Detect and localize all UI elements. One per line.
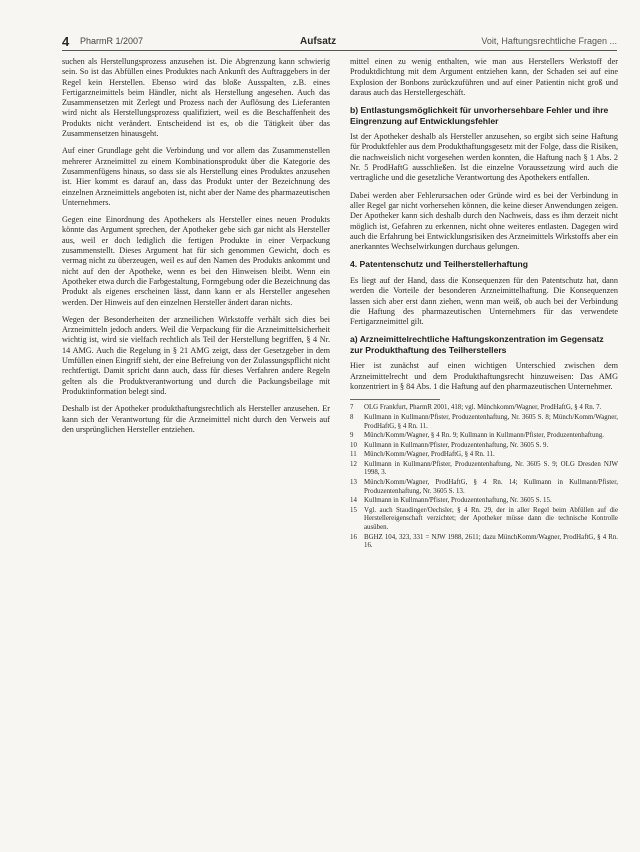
paragraph: Ist der Apotheker deshalb als Hersteller anzusehen, so ergibt sich seine Haftung für Produktfehler aus dem Produkthaftungsgesetz mit der Folge, dass die Risiken, die nachweislich nicht vorgesehen werden konnten, die Haftung nach § 1 Abs. 2 Nr. 5 ProdHaftG ausschließen. Ist die einzelne Voraussetzung wird auch die vertragliche und die gesetzliche Verantwortung des Apothekers entfallen. xyxy=(350,132,618,183)
paragraph: Wegen der Besonderheiten der arzneilichen Wirkstoffe verhält sich dies bei Arzneimitteln jedoch anders. Weil die Verpackung für die Arzneimittelsicherheit wichtig ist, wird sie vielfach rechtlich als Teil der Herstellung begriffen, § 4 Nr. 14 AMG. Auch die Regelung in § 21 AMG zeigt, dass der Gesetzgeber in dem Umfüllen einen Eingriff sieht, der eine Befreiung von der Zulassungspflicht nicht rechtfertigt. Damit spricht dann auch, dass für dieses Verfahren andere Regeln gelten als die Produktverantwortung und durch die Packungsbeilage mit Produktinformation belegt sind. xyxy=(62,314,330,396)
paragraph: suchen als Herstellungsprozess anzusehen ist. Die Abgrenzung kann schwierig sein. So ist das Abfüllen eines Produktes nach Ankunft des Auftraggebers in der Regel kein Herstellen. Ebenso wird das bloße Ausspalten, z.B. eines Fertigarzneimittels beim Händler, nicht als Herstellung angesehen. Auch das Zusammensetzen mit Zerlegt und Prozess nach der Auflösung des Lieferanten wird nicht als Herstellungsprozess qualifiziert, weil es die Beschaffenheit des Produkts nicht verändert. Entscheidend ist es, ob die Tätigkeit über das Zusammensetzen hinausgeht. xyxy=(62,57,330,139)
footnote: 13 Münch/Komm/Wagner, ProdHaftG, § 4 Rn. 14; Kullmann in Kullmann/Pfister, Produzentenhaftung, Nr. 3605 S. 13. xyxy=(350,479,618,495)
footnote: 11 Münch/Komm/Wagner, ProdHaftG, § 4 Rn. 11. xyxy=(350,451,495,459)
footnotes xyxy=(350,404,618,551)
paragraph: Dabei werden aber Fehlerursachen oder Gründe wird es bei der Verbindung in aller Regel gar nicht vorhersehen können, die keine dieser Anwendungen zeigen. Der Apotheker kann sich deshalb durch den Nachweis, dass es ihm derzeit nicht möglich ist, Gefahren zu erkennen, nicht ohne weiteres entlasten. Dagegen wird auch die Erfahrung bei Entwicklungsrisiken des Arzneimittels Wirkstoffs aber ein anerkanntes Wechselwirkungen durchaus gelungen. xyxy=(350,190,618,252)
section-heading-4: 4. Patentenschutz und Teilherstellerhaftung xyxy=(350,259,528,270)
footnote: 9 Münch/Komm/Wagner, § 4 Rn. 9; Kullmann in Kullmann/Pfister, Produzentenhaftung. xyxy=(350,432,605,440)
footnote: 14 Kullmann in Kullmann/Pfister, Produzentenhaftung, Nr. 3605 S. 15. xyxy=(350,497,552,505)
right-column xyxy=(350,57,618,552)
left-column xyxy=(62,57,330,442)
paragraph: Es liegt auf der Hand, dass die Konsequenzen für den Patentschutz hat, dann werden die Vorteile der besonderen Arzneimittelhaftung. Die Konsequenzen lassen sich aber erst dann ziehen, wenn man weiß, ob auch bei der Verbindung die Haftung des pharmazeutischen Unternehmers für das verwendete Fertigarzneimittel gilt. xyxy=(350,275,618,327)
paragraph: Gegen eine Einordnung des Apothekers als Hersteller eines neuen Produkts könnte das Argument sprechen, der Apotheker gebe sich gar nicht als Hersteller aus, weil er doch lediglich die fertigen Produkte in einer Verpackung zusammenstellt. Dieses Argument hat für sich genommen Gewicht, doch es vermag nicht zu überzeugen, weil es auf den Namen des Produkts ankommt und nicht auf den der Apotheke, wenn es bei den Hinweisen bleibt. Wenn ein Apotheker etwa durch die Farbgestaltung, Formgebung oder die Bezeichnung das Produkt als eigenes erscheinen lässt, dann kann er als Hersteller angesehen werden. Der Hinweis auf den einzelnen Hersteller ändert daran nichts. xyxy=(62,215,330,307)
subheading-b: b) Entlastungsmöglichkeit für unvorhersehbare Fehler und ihre Eingrenzung auf Entwicklungsfehler xyxy=(350,105,609,126)
footnote: 7 OLG Frankfurt, PharmR 2001, 418; vgl. Münchkomm/Wagner, ProdHaftG, § 4 Rn. 7. xyxy=(350,404,602,412)
paragraph: Hier ist zunächst auf einen wichtigen Unterschied zwischen dem Arzneimittelrecht und dem Produkthaftungsrecht hinzuweisen: Das AMG konzentriert in § 84 Abs. 1 die Haftung auf den pharmazeutischen Unternehmer. xyxy=(350,361,618,392)
section-label: Aufsatz xyxy=(300,36,337,47)
subheading-a: a) Arzneimittelrechtliche Haftungskonzentration im Gegensatz zur Produkthaftung des Teilherstellers xyxy=(350,334,604,355)
paragraph: mittel einen zu wenig enthalten, wie man aus Herstellers Werkstoff der Produktdichtung mit dem Argument entziehen kann, der Schaden sei auf eine Explosion der Bonbons zurückzuführen und auf einer Patientin nicht groß und daraus auch das Herstellergeschäft. xyxy=(350,57,618,97)
paragraph: Deshalb ist der Apotheker produkthaftungsrechtlich als Hersteller anzusehen. Er kann sich der Verantwortung für die Arzneimittel nicht durch den Verweis auf den ursprünglichen Hersteller entziehen. xyxy=(62,404,330,434)
footnote: 10 Kullmann in Kullmann/Pfister, Produzentenhaftung, Nr. 3605 S. 9. xyxy=(350,441,549,449)
footnote: 16 BGHZ 104, 323, 331 = NJW 1988, 2611; dazu MünchKomm/Wagner, ProdHaftG, § 4 Rn. 16. xyxy=(350,533,618,550)
page-header xyxy=(62,34,617,54)
page-number: 4 xyxy=(62,34,70,49)
footnote: 15 Vgl. auch Staudinger/Oechsler, § 4 Rn. 29, der in aller Regel beim Abfüllen auf die Herstellereigenschaft verzichtet; der Apotheker müsse dann die technische Kontrolle ausüben. xyxy=(350,506,618,532)
footnote-rule xyxy=(350,399,440,400)
journal-name: PharmR 1/2007 xyxy=(80,36,144,46)
running-title: Voit, Haftungsrechtliche Fragen ... xyxy=(481,36,617,46)
paragraph: Auf einer Grundlage geht die Verbindung und vor allem das Zusammenstellen mehrerer Arzneimittel zu einem Kombinationsprodukt über die Kategorie des Zusammenfügens hinaus, so dass sie als Herstellung eines Produktes anzusehen ist. Hier kommt es darauf an, dass das Produkt unter der Bezeichnung des einzelnen Arzneimittels angeboten ist, nicht aber der Name des pharmazeutischen Unternehmers. xyxy=(62,146,330,207)
footnote: 12 Kullmann in Kullmann/Pfister, Produzentenhaftung, Nr. 3605 S. 9; OLG Dresden NJW 1998, 3. xyxy=(350,460,618,477)
footnote: 8 Kullmann in Kullmann/Pfister, Produzentenhaftung, Nr. 3605 S. 8; Münch/Komm/Wagner, ProdHaftG, § 4 Rn. 11. xyxy=(350,413,618,430)
header-rule xyxy=(62,50,617,51)
